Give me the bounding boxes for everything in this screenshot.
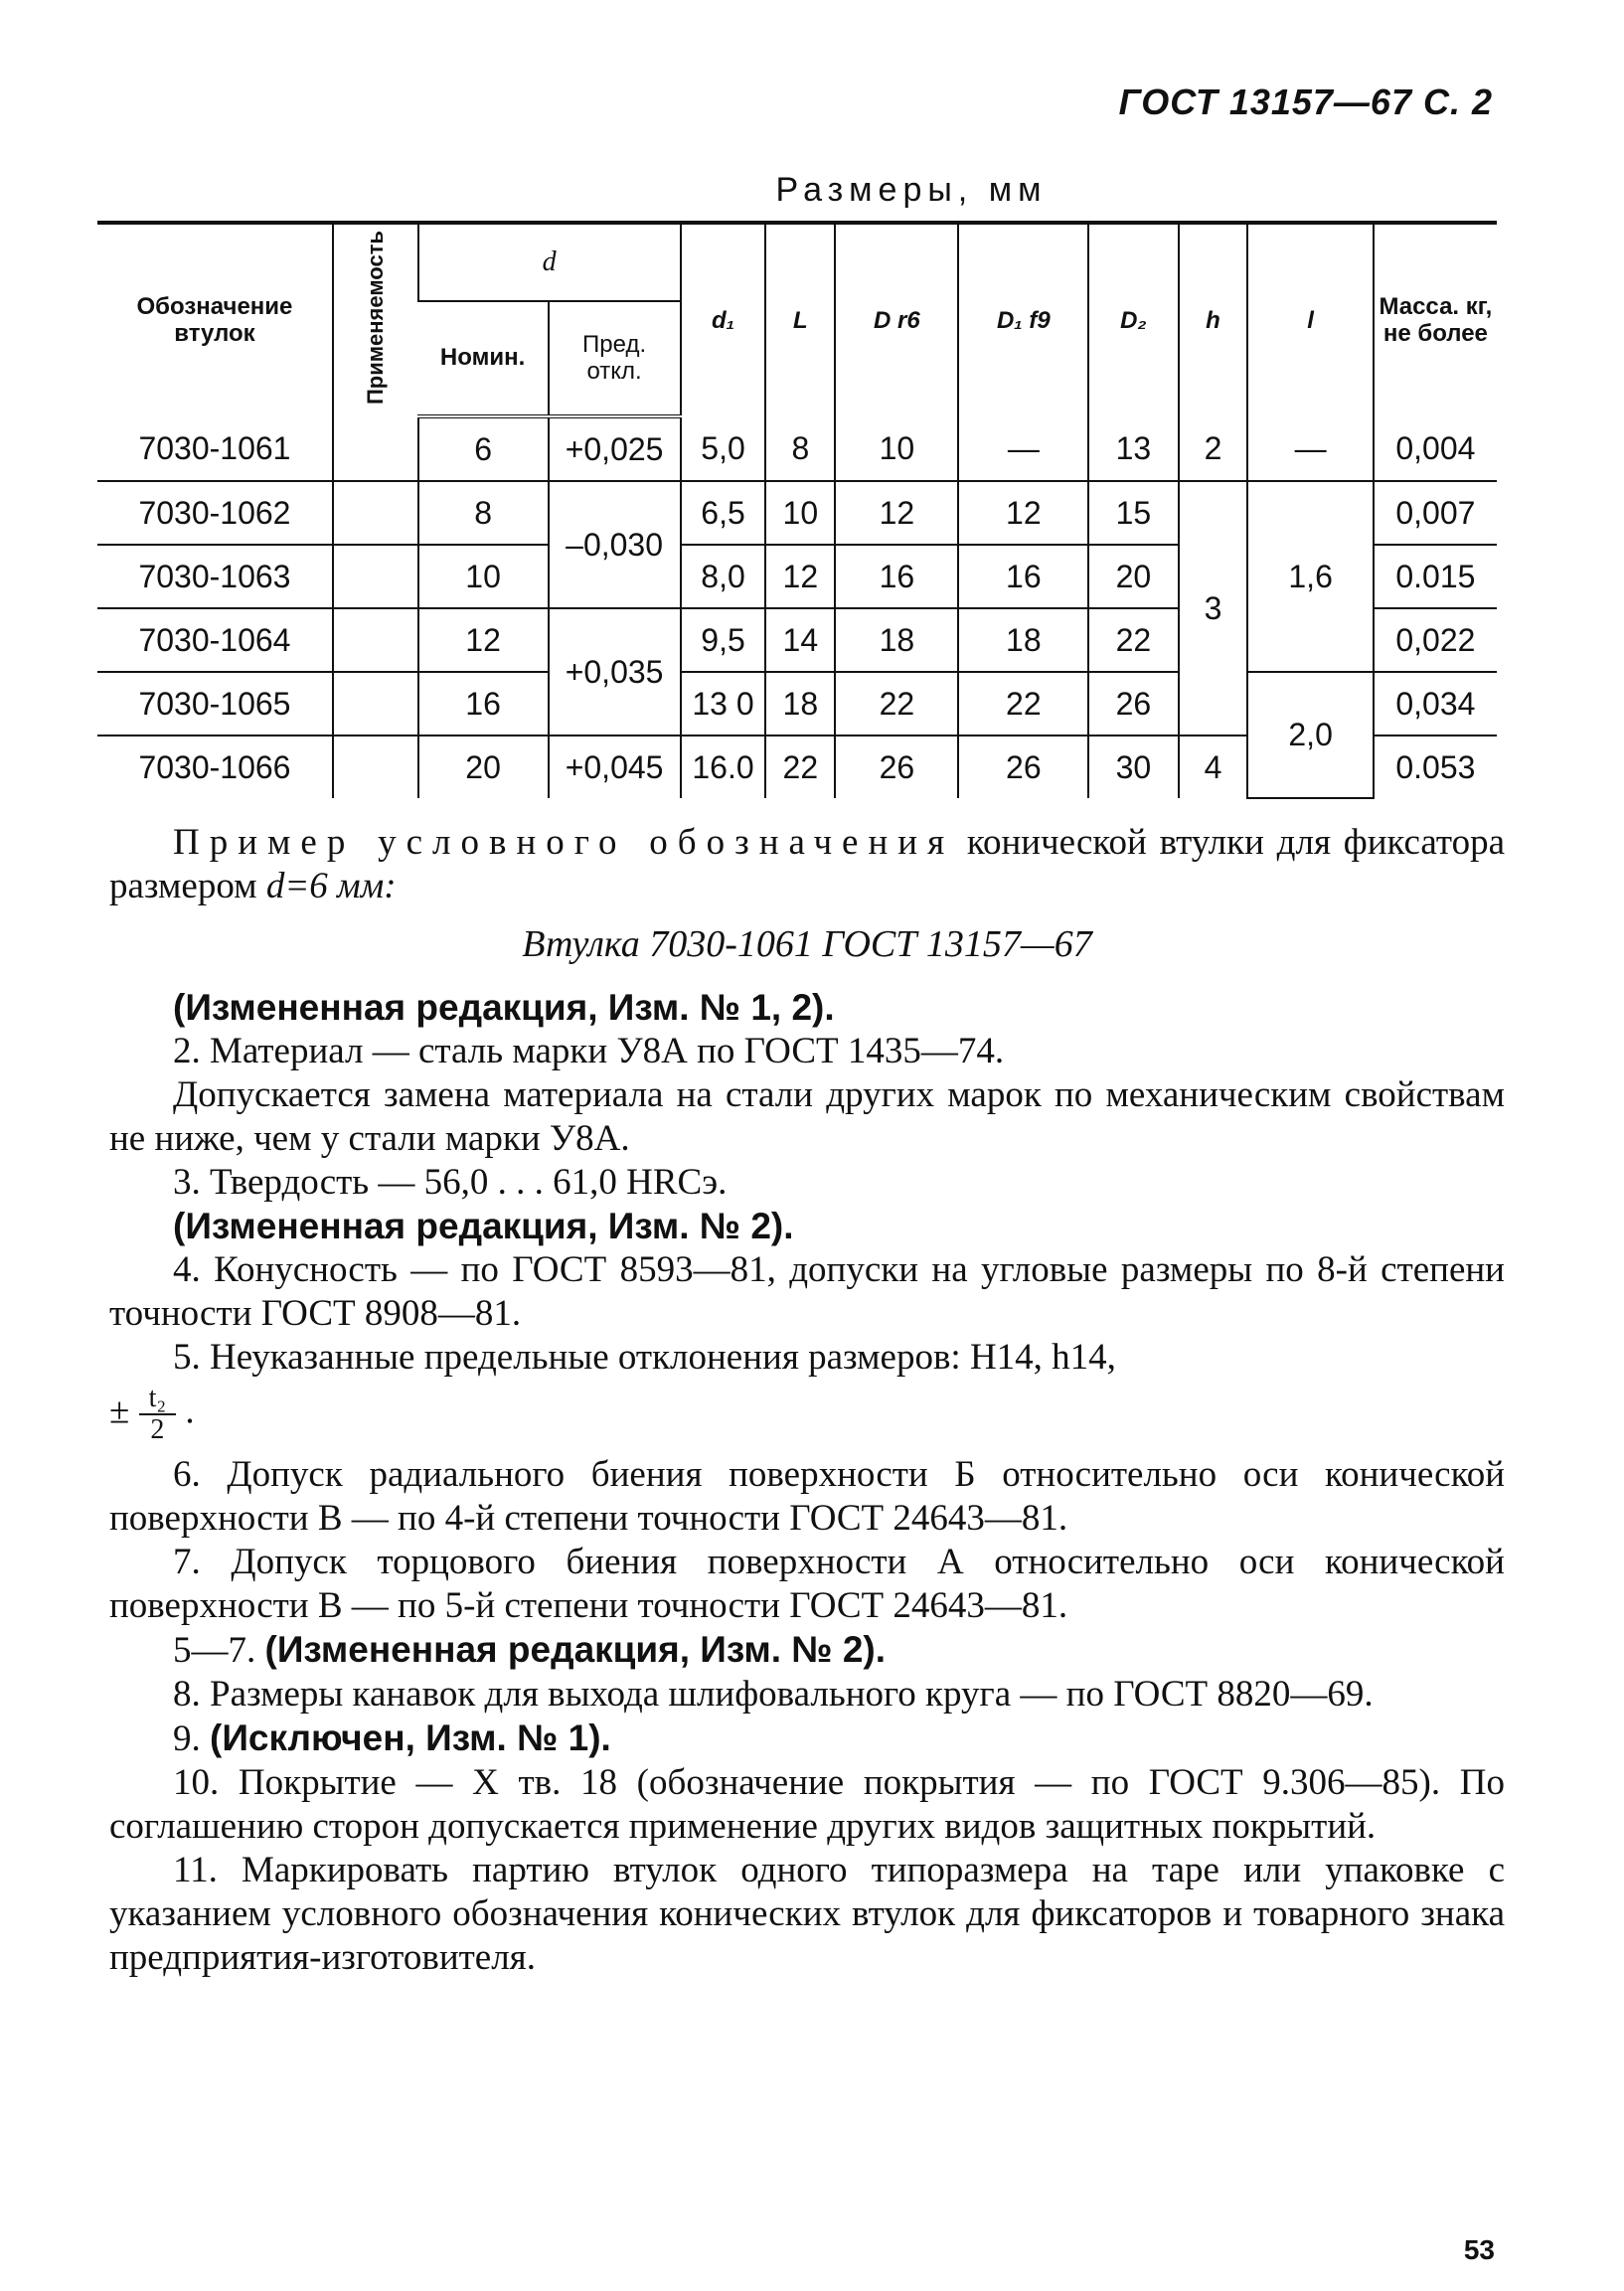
item-7: 7. Допуск торцового биения поверхности А относительно оси конической поверхности В — по 5-й степени точности ГОСТ 24643—81. [109, 1542, 1505, 1626]
cell-D2: 20 [1088, 545, 1178, 608]
cell-nominal: 10 [418, 545, 549, 608]
cell-l: 2,0 [1247, 672, 1373, 798]
cell-applicability [333, 416, 418, 481]
cell-L: 14 [765, 608, 835, 672]
item-2: 2. Материал — сталь марки У8А по ГОСТ 1435—74. [173, 1031, 1005, 1071]
col-deviation: Пред. откл. [549, 301, 681, 417]
cell-applicability [333, 545, 418, 608]
col-d: d [418, 223, 681, 301]
cell-d1: 9,5 [681, 608, 766, 672]
cell-h: 3 [1179, 481, 1248, 736]
cell-designation: 7030-1066 [138, 748, 291, 785]
tolerance-fraction: ± $\frac{\text{t₂}}{2}$ . [109, 1383, 195, 1445]
item-9: 9. (Исключен, Изм. № 1). [173, 1718, 611, 1759]
cell-L: 18 [765, 672, 835, 736]
cell-L: 12 [765, 545, 835, 608]
col-D: D r6 [835, 223, 958, 416]
item-4: 4. Конусность — по ГОСТ 8593—81, допуски на угловые размеры по 8-й степени точности ГОСТ 8908—81. [109, 1249, 1505, 1334]
item-2-note: Допускается замена материала на стали других марок по механическим свойствам не ниже, чем у стали марки У8А. [109, 1074, 1505, 1159]
cell-l: 1,6 [1247, 481, 1373, 672]
cell-D: 22 [835, 672, 958, 736]
cell-h: 4 [1179, 736, 1248, 798]
cell-L: 22 [765, 736, 835, 798]
revision-note: (Измененная редакция, Изм. № 2). [173, 1206, 794, 1246]
cell-nominal: 12 [418, 608, 549, 672]
cell-designation: 7030-1062 [97, 481, 333, 545]
cell-D1: 18 [958, 608, 1088, 672]
cell-deviation: +0,025 [549, 416, 681, 481]
col-d1: d₁ [681, 223, 766, 416]
cell-d1: 16.0 [681, 736, 766, 798]
body-text [109, 821, 1505, 1980]
cell-D: 16 [835, 545, 958, 608]
cell-d1: 8,0 [681, 545, 766, 608]
cell-deviation: +0,045 [549, 736, 681, 798]
cell-D1: 26 [958, 736, 1088, 798]
col-l: l [1247, 223, 1373, 416]
cell-D2: 13 [1088, 416, 1178, 481]
page-header: ГОСТ 13157—67 С. 2 [1118, 82, 1493, 122]
cell-designation: 7030-1063 [97, 545, 333, 608]
table-row [97, 416, 1497, 481]
cell-D2: 15 [1088, 481, 1178, 545]
col-D1: D₁ f9 [958, 223, 1088, 416]
cell-D: 10 [835, 416, 958, 481]
item-5: 5. Неуказанные предельные отклонения размеров: H14, h14, [173, 1337, 1116, 1378]
col-designation: Обозначение втулок [97, 223, 333, 416]
dimensions-table [97, 221, 1497, 799]
table-row [97, 481, 1497, 545]
cell-nominal: 20 [418, 736, 549, 798]
page-number: 53 [1463, 2234, 1495, 2265]
cell-applicability [333, 736, 418, 798]
cell-D1: — [958, 416, 1088, 481]
cell-D: 26 [835, 736, 958, 798]
cell-h: 2 [1179, 416, 1248, 481]
cell-mass: 0,022 [1374, 608, 1497, 672]
item-8: 8. Размеры канавок для выхода шлифовального круга — по ГОСТ 8820—69. [173, 1674, 1374, 1715]
item-10: 10. Покрытие — Х тв. 18 (обозначение покрытия — по ГОСТ 9.306—85). По соглашению сторон допускается применение других видов защитных покрытий. [109, 1762, 1505, 1847]
cell-applicability [333, 672, 418, 736]
cell-deviation: +0,035 [549, 608, 681, 736]
item-11: 11. Маркировать партию втулок одного типоразмера на таре или упаковке с указанием условного обозначения конических втулок для фиксаторов и товарного знака предприятия-изготовителя. [109, 1850, 1505, 1978]
col-mass: Масса. кг, не более [1374, 223, 1497, 416]
table-caption: Размеры, мм [775, 171, 1048, 209]
cell-d1: 13 0 [681, 672, 766, 736]
col-applicability: Применяемость [333, 223, 418, 416]
cell-applicability [333, 608, 418, 672]
cell-l: — [1247, 416, 1373, 481]
cell-mass: 0,034 [1374, 672, 1497, 736]
cell-nominal: 16 [418, 672, 549, 736]
cell-D1: 16 [958, 545, 1088, 608]
cell-designation: 7030-1065 [97, 672, 333, 736]
cell-D1: 22 [958, 672, 1088, 736]
cell-applicability [333, 481, 418, 545]
cell-D2: 30 [1088, 736, 1178, 798]
cell-D: 18 [835, 608, 958, 672]
cell-mass: 0,004 [1374, 416, 1497, 481]
cell-d1: 5,0 [681, 416, 766, 481]
col-D2: D₂ [1088, 223, 1178, 416]
cell-L: 10 [765, 481, 835, 545]
cell-d1: 6,5 [681, 481, 766, 545]
revision-note: (Измененная редакция, Изм. № 1, 2). [173, 987, 835, 1028]
cell-D: 12 [835, 481, 958, 545]
cell-mass: 0.015 [1374, 545, 1497, 608]
cell-mass: 0.053 [1374, 736, 1497, 798]
cell-deviation: –0,030 [549, 481, 681, 608]
cell-designation: 7030-1061 [97, 416, 333, 481]
col-h: h [1179, 223, 1248, 416]
col-nominal: Номин. [418, 301, 549, 417]
cell-nominal: 8 [418, 481, 549, 545]
table-row [97, 672, 1497, 736]
cell-D2: 22 [1088, 608, 1178, 672]
revision-note: 5—7. (Измененная редакция, Изм. № 2). [173, 1629, 887, 1671]
item-6: 6. Допуск радиального биения поверхности Б относительно оси конической поверхности В — по 4-й степени точности ГОСТ 24643—81. [109, 1454, 1505, 1539]
item-3: 3. Твердость — 56,0 . . . 61,0 HRCэ. [173, 1162, 728, 1203]
cell-L: 8 [765, 416, 835, 481]
table-header-row [97, 223, 1497, 301]
col-L: L [765, 223, 835, 416]
cell-nominal: 6 [418, 416, 549, 481]
cell-mass: 0,007 [1374, 481, 1497, 545]
example-formula: Втулка 7030-1061 ГОСТ 13157—67 [522, 923, 1092, 965]
cell-D2: 26 [1088, 672, 1178, 736]
cell-D1: 12 [958, 481, 1088, 545]
cell-designation: 7030-1064 [97, 608, 333, 672]
example-paragraph: Пример условного обозначения конической втулки для фиксатора размером d=6 мм: [109, 822, 1505, 906]
